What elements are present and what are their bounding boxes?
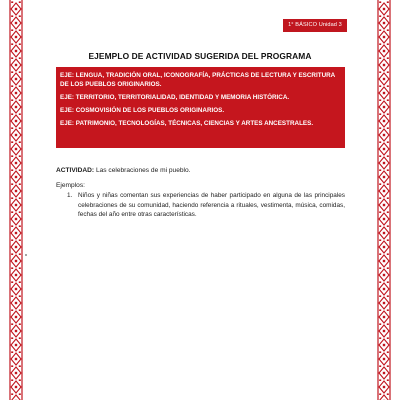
border-notch [19,141,21,143]
border-notch [387,351,389,353]
border-notch [19,351,21,353]
border-notch [19,337,21,339]
border-dot [15,288,17,290]
border-notch [19,211,21,213]
border-notch [19,113,21,115]
border-diamond [379,395,389,400]
border-dot [383,386,385,388]
border-notch [379,127,381,129]
border-dot [15,204,17,206]
border-notch [11,351,13,353]
border-notch [387,1,389,3]
border-notch [11,239,13,241]
border-notch [387,113,389,115]
border-dot [383,92,385,94]
border-notch [379,393,381,395]
activity-label: ACTIVIDAD: [56,167,95,174]
border-dot [383,246,385,248]
border-notch [11,99,13,101]
border-notch [379,379,381,381]
border-notch [11,29,13,31]
border-notch [11,113,13,115]
border-notch [11,295,13,297]
list-item-text: Niños y niñas comentan sus experiencias de haber participado en alguna de las principales celebraciones de su comunidad, haciendo referencia a rituales, vestimenta, música, comidas, fechas del año entre otras características. [78,192,345,219]
border-notch [379,309,381,311]
border-dot [383,190,385,192]
border-notch [387,183,389,185]
border-notch [387,379,389,381]
border-dot [383,8,385,10]
border-notch [379,239,381,241]
border-dot [15,64,17,66]
border-notch [379,43,381,45]
border-notch [11,211,13,213]
border-notch [19,183,21,185]
border-notch [379,211,381,213]
border-dot [383,36,385,38]
border-dot [383,64,385,66]
border-notch [379,99,381,101]
border-notch [19,225,21,227]
border-notch [19,281,21,283]
border-notch [379,1,381,3]
border-dot [383,218,385,220]
border-dot [383,260,385,262]
border-notch [387,99,389,101]
border-notch [11,155,13,157]
border-notch [11,225,13,227]
border-dot [383,148,385,150]
axis-item: EJE: LENGUA, TRADICIÓN ORAL, ICONOGRAFÍA, PRÁCTICAS DE LECTURA Y ESCRITURA DE LOS PUEBLOS ORIGINARIOS. [60,72,335,88]
border-notch [11,197,13,199]
border-notch [11,337,13,339]
border-notch [379,281,381,283]
border-notch [19,99,21,101]
border-notch [379,267,381,269]
border-notch [19,323,21,325]
border-notch [387,309,389,311]
border-notch [387,127,389,129]
border-notch [379,85,381,87]
list-item [67,191,345,220]
border-dot [15,302,17,304]
border-dot [15,372,17,374]
border-dot [383,232,385,234]
border-notch [11,141,13,143]
border-dot [383,316,385,318]
border-notch [379,351,381,353]
border-notch [379,323,381,325]
border-notch [19,253,21,255]
border-dot [15,148,17,150]
border-notch [11,85,13,87]
activity-text: Las celebraciones de mi pueblo. [94,167,191,174]
border-notch [379,113,381,115]
border-notch [11,309,13,311]
border-dot [383,274,385,276]
page-title: EJEMPLO DE ACTIVIDAD SUGERIDA DEL PROGRAMA [88,51,312,61]
border-notch [19,1,21,3]
border-notch [387,253,389,255]
border-notch [11,393,13,395]
border-notch [387,169,389,171]
border-dot [15,260,17,262]
border-notch [11,379,13,381]
border-notch [379,253,381,255]
border-dot [15,190,17,192]
border-notch [387,211,389,213]
border-notch [19,29,21,31]
border-dot [383,344,385,346]
border-dot [15,386,17,388]
border-notch [19,197,21,199]
border-dot [15,358,17,360]
border-notch [379,183,381,185]
border-notch [19,43,21,45]
border-dot [383,302,385,304]
border-notch [11,127,13,129]
border-dot [15,106,17,108]
border-notch [19,393,21,395]
border-dot [383,106,385,108]
border-notch [11,267,13,269]
border-notch [379,365,381,367]
border-notch [11,1,13,3]
border-notch [19,15,21,17]
border-notch [19,85,21,87]
border-notch [379,169,381,171]
border-dot [15,134,17,136]
border-notch [379,337,381,339]
border-notch [19,365,21,367]
border-dot [15,176,17,178]
border-notch [387,365,389,367]
border-notch [387,225,389,227]
border-dot [383,330,385,332]
border-notch [19,155,21,157]
examples-label: Ejemplos: [56,182,85,189]
axes-box [56,67,345,148]
border-notch [379,225,381,227]
border-notch [19,295,21,297]
border-notch [387,239,389,241]
border-notch [11,281,13,283]
border-notch [387,15,389,17]
unit-tab: 1° BÁSICO Unidad 3 [283,19,347,32]
border-dot [383,162,385,164]
axis-item: EJE: COSMOVISIÓN DE LOS PUEBLOS ORIGINARIOS. [60,106,225,114]
border-notch [387,71,389,73]
border-dot [15,162,17,164]
border-diamond [11,395,21,400]
border-dot [383,288,385,290]
border-dot [15,92,17,94]
border-notch [11,323,13,325]
border-dot [15,218,17,220]
border-dot [383,134,385,136]
border-dot [15,120,17,122]
border-notch [11,183,13,185]
border-dot [383,358,385,360]
border-dot [383,22,385,24]
border-dot [383,176,385,178]
border-notch [387,281,389,283]
border-dot [15,22,17,24]
border-notch [19,309,21,311]
border-notch [11,169,13,171]
border-dot [15,8,17,10]
border-notch [19,267,21,269]
border-notch [387,141,389,143]
border-dot [15,274,17,276]
border-dot [15,232,17,234]
border-notch [387,393,389,395]
border-notch [387,85,389,87]
border-dot [383,372,385,374]
border-notch [387,267,389,269]
border-notch [379,295,381,297]
border-notch [11,253,13,255]
border-notch [19,127,21,129]
border-notch [379,155,381,157]
border-notch [379,141,381,143]
border-dot [383,204,385,206]
border-dot [15,36,17,38]
border-dot [15,316,17,318]
activity-line [56,167,191,174]
border-notch [387,323,389,325]
border-dot [15,344,17,346]
border-notch [387,197,389,199]
border-dot [15,78,17,80]
border-notch [387,295,389,297]
border-notch [19,71,21,73]
border-notch [19,379,21,381]
border-notch [11,43,13,45]
border-notch [19,239,21,241]
border-notch [11,15,13,17]
decorative-dot [25,254,27,256]
border-notch [19,169,21,171]
border-notch [11,365,13,367]
border-notch [387,337,389,339]
border-notch [379,29,381,31]
axis-item: EJE: PATRIMONIO, TECNOLOGÍAS, TÉCNICAS, CIENCIAS Y ARTES ANCESTRALES. [60,119,314,127]
border-notch [387,29,389,31]
border-notch [379,197,381,199]
border-dot [383,120,385,122]
border-notch [11,71,13,73]
list-item-number: 1. [67,192,73,199]
axis-item: EJE: TERRITORIO, TERRITORIALIDAD, IDENTIDAD Y MEMORIA HISTÓRICA. [60,93,290,101]
border-dot [15,246,17,248]
border-notch [379,15,381,17]
border-notch [379,71,381,73]
border-dot [15,330,17,332]
border-dot [383,78,385,80]
border-notch [387,43,389,45]
border-notch [387,155,389,157]
